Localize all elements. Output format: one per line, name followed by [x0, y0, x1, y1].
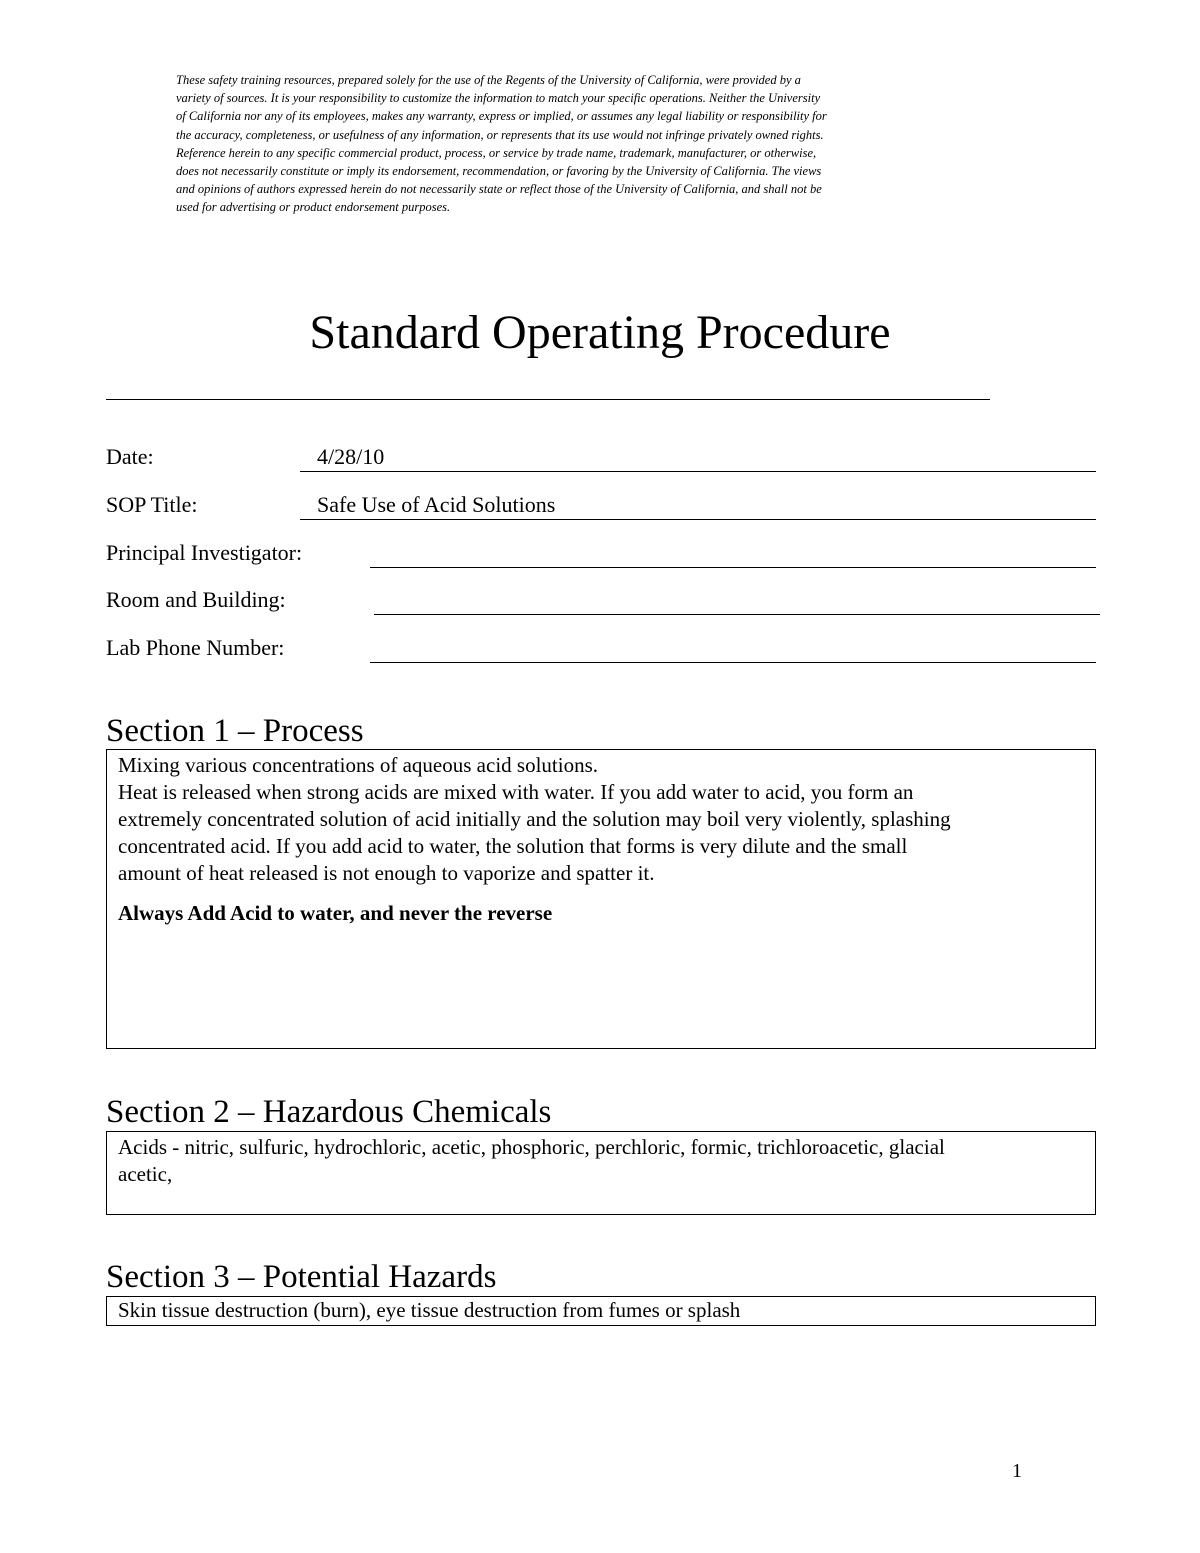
section-1-line: amount of heat released is not enough to vaporize and spatter it.: [118, 861, 655, 885]
sop-title-field[interactable]: [300, 491, 1096, 520]
section-3-text: Skin tissue destruction (burn), eye tissue destruction from fumes or splash: [118, 1298, 741, 1322]
lab-phone-label: Lab Phone Number:: [106, 635, 285, 660]
disclaimer-line: does not necessarily constitute or imply its endorsement, recommendation, or favoring by the University of California. The views: [176, 164, 822, 179]
section-2-heading: Section 2 – Hazardous Chemicals: [106, 1094, 552, 1130]
section-1-box[interactable]: [106, 749, 1096, 1049]
page-number: 1: [1012, 1460, 1022, 1482]
disclaimer-line: These safety training resources, prepared solely for the use of the Regents of the University of California, were provided by a: [176, 73, 801, 87]
section-3-heading: Section 3 – Potential Hazards: [106, 1259, 497, 1295]
section-1-line: extremely concentrated solution of acid initially and the solution may boil very violently, splashing: [118, 807, 951, 831]
section-1-heading: Section 1 – Process: [106, 713, 364, 749]
title-divider: [106, 399, 990, 400]
principal-investigator-label: Principal Investigator:: [106, 540, 303, 565]
section-2-line: Acids - nitric, sulfuric, hydrochloric, acetic, phosphoric, perchloric, formic, trichloroacetic, glacial: [118, 1135, 945, 1159]
date-field-row: [106, 443, 1096, 473]
disclaimer-line: and opinions of authors expressed herein do not necessarily state or reflect those of the University of California, and shall not be: [176, 182, 822, 197]
date-label: Date:: [106, 444, 154, 469]
disclaimer-line: variety of sources. It is your responsibility to customize the information to match your specific operations. Neither the University: [176, 91, 821, 106]
principal-investigator-field-row: [106, 539, 1096, 569]
principal-investigator-field[interactable]: [370, 539, 1096, 568]
room-building-field[interactable]: [374, 586, 1100, 615]
section-2-line: acetic,: [118, 1162, 173, 1186]
section-1-warning: Always Add Acid to water, and never the reverse: [118, 901, 553, 925]
disclaimer-line: Reference herein to any specific commercial product, process, or service by trade name, trademark, manufacturer, or otherwise,: [176, 145, 817, 160]
room-building-label: Room and Building:: [106, 587, 286, 612]
sop-title-field-row: [106, 491, 1096, 521]
disclaimer-line: used for advertising or product endorsement purposes.: [176, 200, 451, 215]
document-title: Standard Operating Procedure: [309, 306, 891, 359]
room-building-field-row: [106, 586, 1100, 616]
section-2-box[interactable]: [106, 1131, 1096, 1215]
date-field[interactable]: [300, 443, 1096, 472]
sop-title-label: SOP Title:: [106, 492, 198, 517]
disclaimer-text: [176, 71, 1006, 217]
lab-phone-field[interactable]: [370, 634, 1096, 663]
lab-phone-field-row: [106, 634, 1096, 664]
section-1-line: Heat is released when strong acids are mixed with water. If you add water to acid, you form an: [118, 780, 914, 804]
section-3-box[interactable]: [106, 1296, 1096, 1326]
disclaimer-line: the accuracy, completeness, or usefulness of any information, or represents that its use would not infringe privately owned rights.: [176, 127, 824, 142]
section-1-line: Mixing various concentrations of aqueous acid solutions.: [118, 753, 598, 777]
disclaimer-line: of California nor any of its employees, makes any warranty, express or implied, or assumes any legal liability or responsibility for: [176, 109, 827, 124]
sop-title-value: Safe Use of Acid Solutions: [317, 492, 556, 517]
date-value: 4/28/10: [317, 444, 385, 469]
section-1-line: concentrated acid. If you add acid to water, the solution that forms is very dilute and the small: [118, 834, 908, 858]
